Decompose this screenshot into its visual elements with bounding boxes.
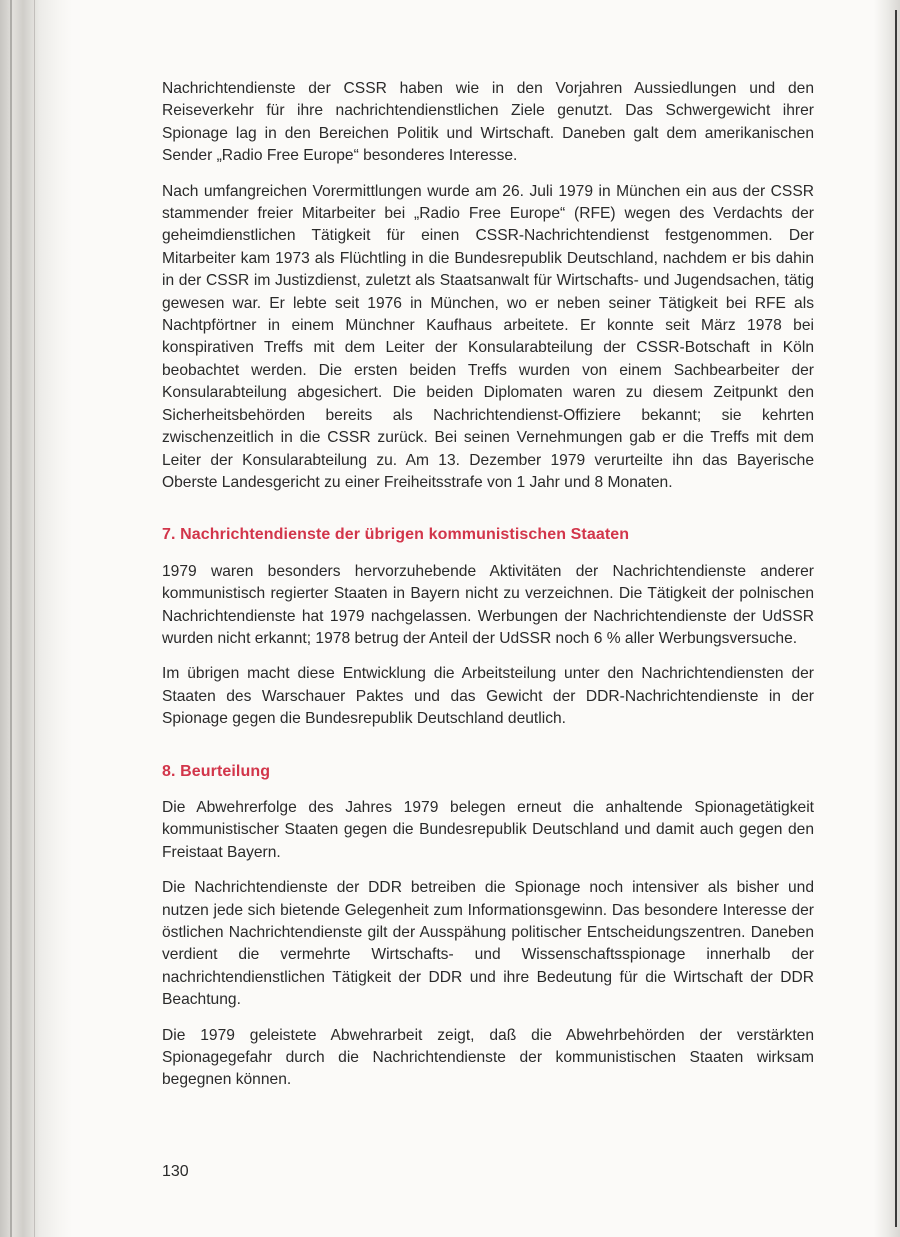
section-8-paragraph-2: Die Nachrichtendienste der DDR betreiben die Spionage noch intensiver als bisher und nutzen jede sich bietende Gelegenheit zum Informationsgewinn. Das besondere Interesse der östlichen Nachrichtendienste gilt der Ausspähung politischer Entscheidungszentren. Daneben verdient die vermehrte Wirtschafts- und Wissenschaftsspionage innerhalb der nachrichtendienstlichen Tätigkeit der DDR und ihre Bedeutung für die Wirtschaft der DDR Beachtung. (162, 879, 814, 1009)
section-7-paragraph-1: 1979 waren besonders hervorzuhebende Aktivitäten der Nachrichtendienste anderer kommunistisch regierter Staaten in Bayern nicht zu verzeichnen. Die Tätigkeit der polnischen Nachrichtendienste hat 1979 nachgelassen. Werbungen der Nachrichtendienste der UdSSR wurden nicht erkannt; 1978 betrug der Anteil der UdSSR noch 6 % aller Werbungsversuche. (162, 562, 814, 647)
page-number: 130 (162, 1163, 189, 1180)
paragraph-rfe-case: Nach umfangreichen Vorermittlungen wurde am 26. Juli 1979 in München ein aus der CSSR stammender freier Mitarbeiter bei „Radio Free Europe“ (RFE) wegen des Verdachts der geheimdienstlichen Tätigkeit für einen CSSR-Nachrichtendienst festgenommen. Der Mitarbeiter kam 1973 als Flüchtling in die Bundesrepublik Deutschland, nachdem er bis dahin in der CSSR im Justizdienst, zuletzt als Staatsanwalt für Wirtschafts- und Jugendsachen, tätig gewesen war. Er lebte seit 1976 in München, wo er neben seiner Tätigkeit bei RFE als Nachtpförtner in einem Münchner Kaufhaus arbeitete. Er konnte seit März 1978 bei konspirativen Treffs mit dem Leiter der Konsularabteilung der CSSR-Botschaft in Köln beobachtet werden. Die ersten beiden Treffs wurden von einem Sachbearbeiter der Konsularabteilung abgesichert. Die beiden Diplomaten waren zu diesem Zeitpunkt den Sicherheitsbehörden bereits als Nachrichtendienst-Offiziere bekannt; sie kehrten zwischenzeitlich in die CSSR zurück. Bei seinen Vernehmungen gab er die Treffs mit dem Leiter der Konsularabteilung zu. Am 13. Dezember 1979 verurteilte ihn das Bayerische Oberste Landesgericht zu einer Freiheitsstrafe von 1 Jahr und 8 Monaten. (162, 182, 814, 491)
paragraph-cssr-intro: Nachrichtendienste der CSSR haben wie in den Vorjahren Aussiedlungen und den Reiseverkehr für ihre nachrichtendienstlichen Ziele genutzt. Das Schwergewicht ihrer Spionage lag in den Bereichen Politik und Wirtschaft. Daneben galt dem amerikanischen Sender „Radio Free Europe“ besonderes Interesse. (162, 80, 814, 165)
section-8-paragraph-3: Die 1979 geleistete Abwehrarbeit zeigt, daß die Abwehrbehörden der verstärkten Spionagegefahr durch die Nachrichtendienste der kommunistischen Staaten wirksam begegnen können. (162, 1026, 814, 1089)
section-7-heading: 7. Nachrichtendienste der übrigen kommunistischen Staaten (162, 526, 630, 544)
section-7-paragraph-2: Im übrigen macht diese Entwicklung die Arbeitsteilung unter den Nachrichtendiensten der Staaten des Warschauer Paktes und das Gewicht der DDR-Nachrichtendienste in der Spionage gegen die Bundesrepublik Deutschland deutlich. (162, 665, 814, 728)
section-8-paragraph-1: Die Abwehrerfolge des Jahres 1979 belegen erneut die anhaltende Spionagetätigkeit kommunistischer Staaten gegen die Bundesrepublik Deutschland und damit auch gegen den Freistaat Bayern. (162, 798, 814, 861)
page-content (162, 78, 814, 1105)
section-8-heading: 8. Beurteilung (162, 762, 271, 780)
book-spine-shadow (0, 0, 72, 1237)
page-right-edge (874, 0, 900, 1237)
